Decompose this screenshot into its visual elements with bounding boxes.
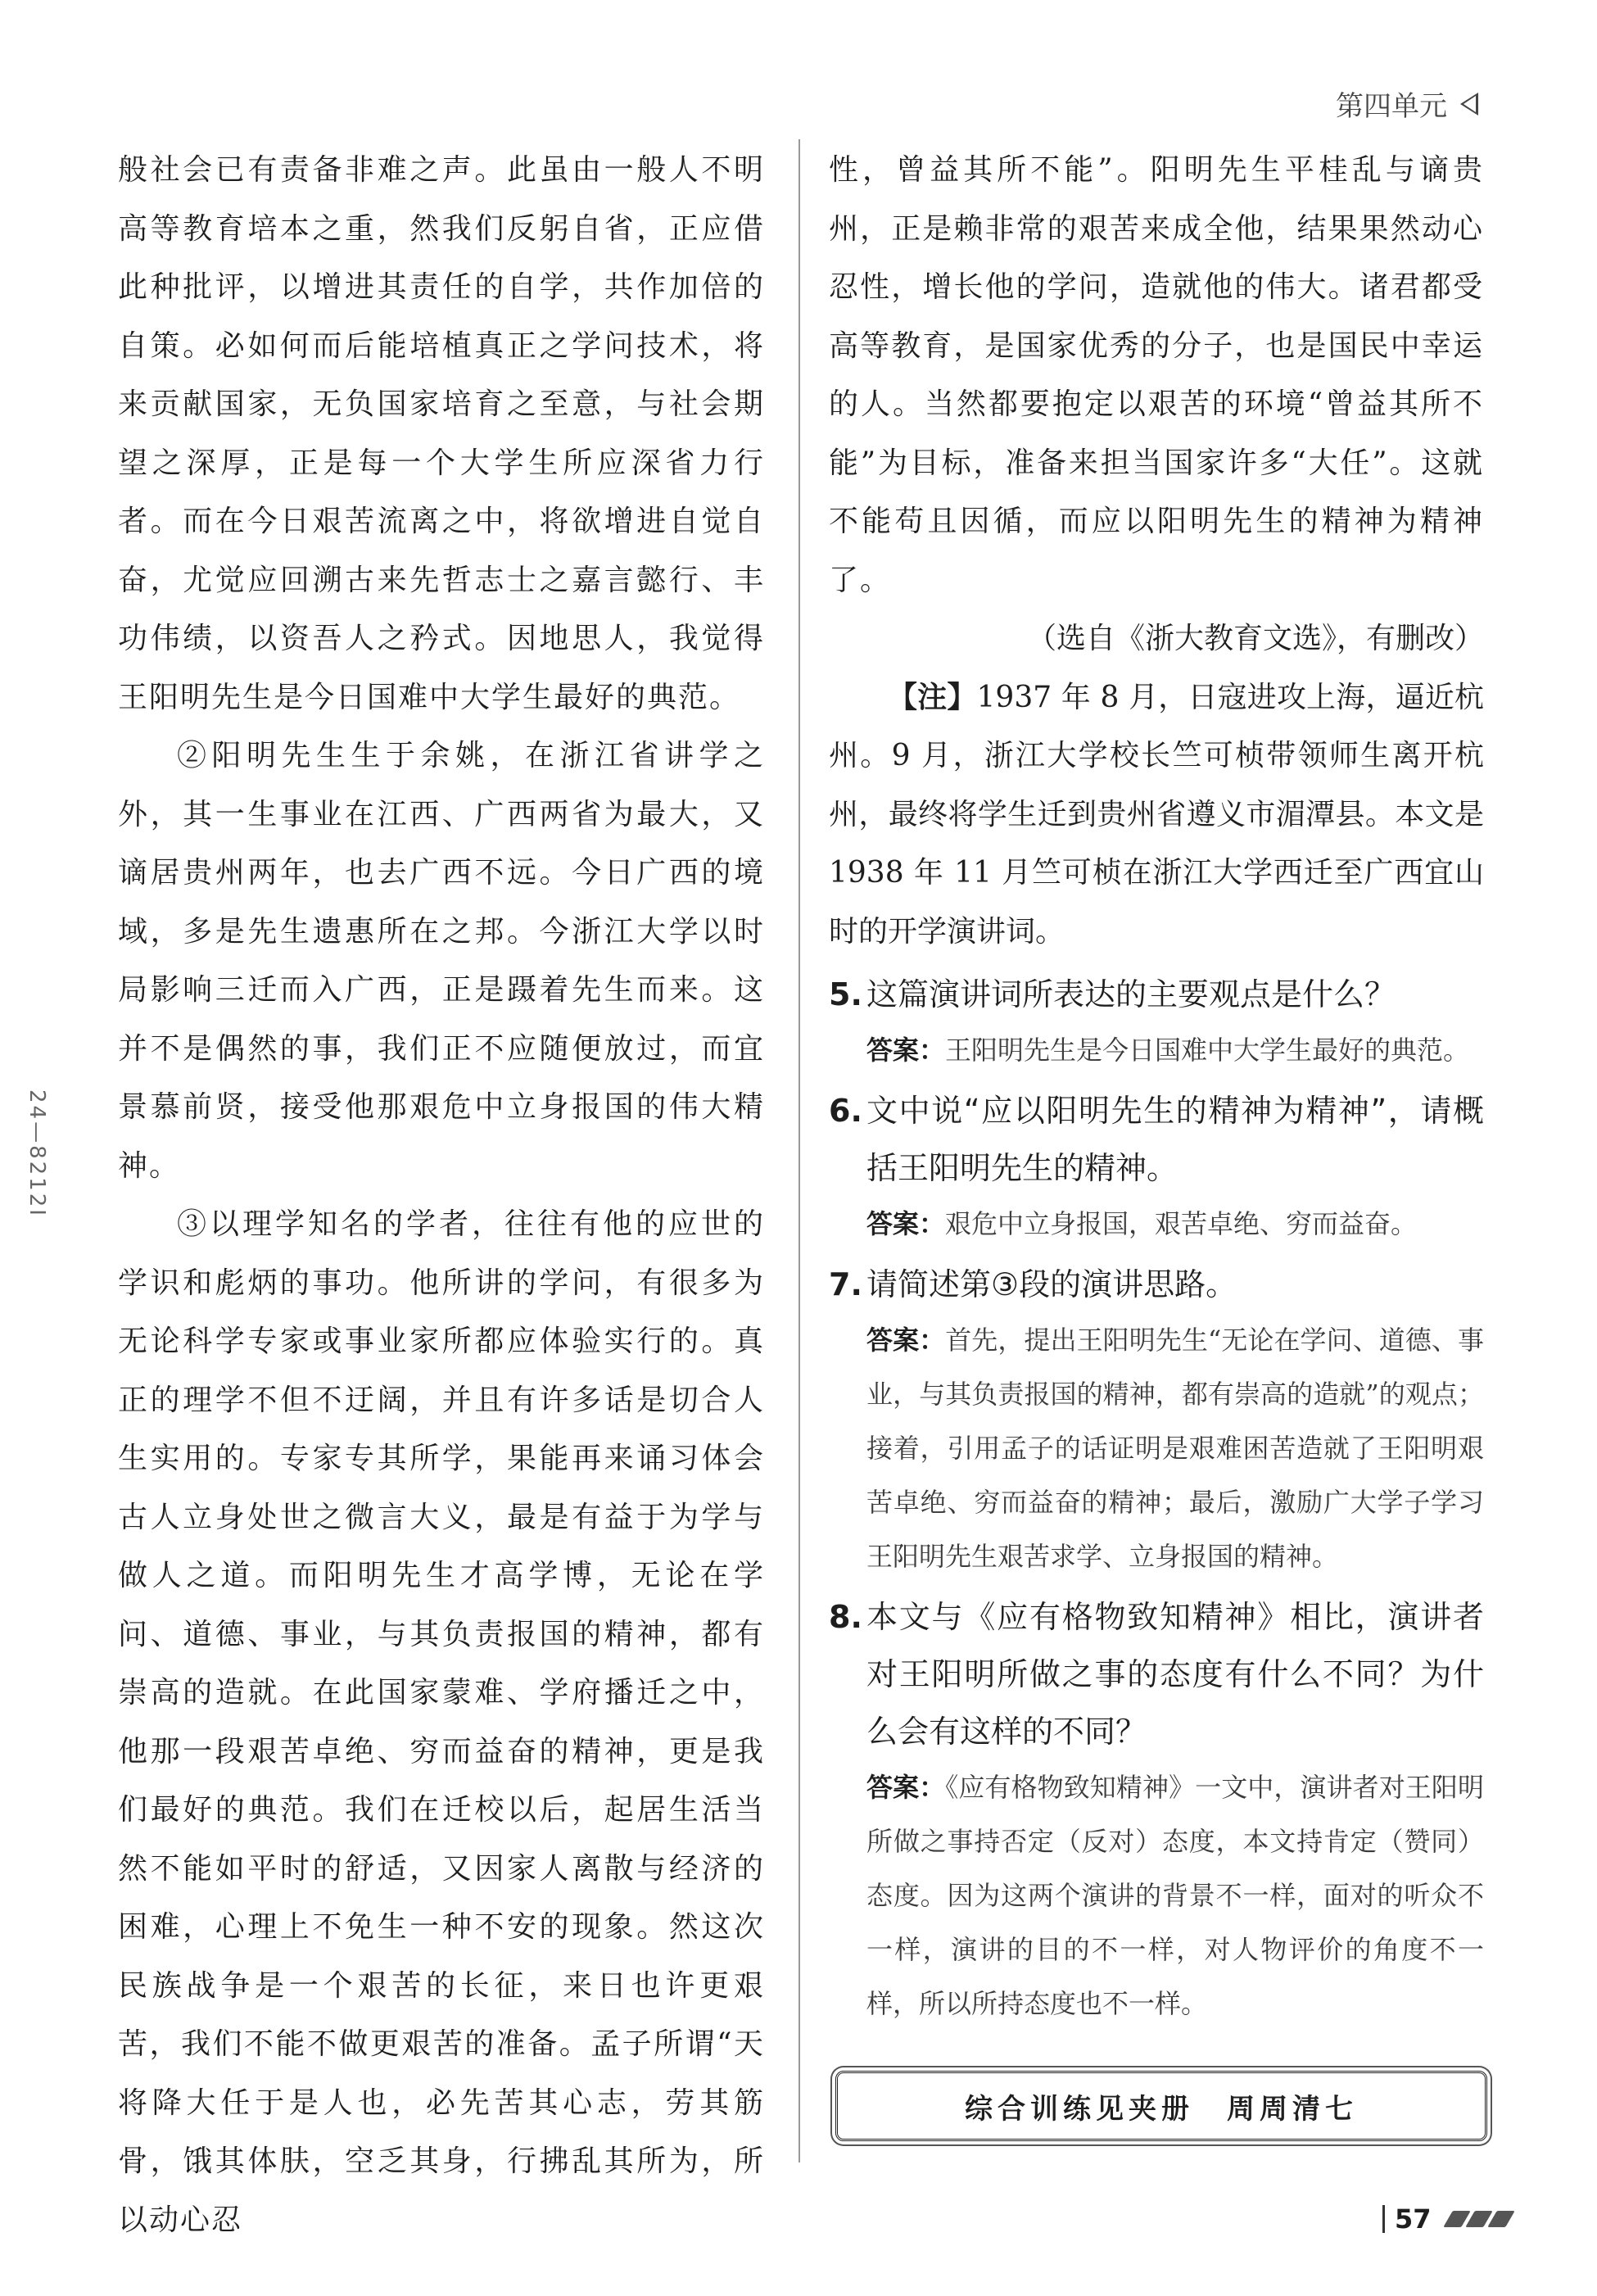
note-text: 1937 年 8 月，日寇进攻上海，逼近杭州。9 月，浙江大学校长竺可桢带领师生离开杭州，最终将学生迁到贵州省遵义市湄潭县。本文是 1938 年 11 月竺可桢在浙江大学西迁至广西宜山时的开学演讲词。 <box>829 680 1484 949</box>
page-number-area <box>1382 2203 1510 2235</box>
answer-label: 答案： <box>866 1035 946 1066</box>
question-7 <box>829 1256 1484 1313</box>
column-divider <box>798 139 800 2162</box>
stripes-icon <box>1448 2211 1510 2227</box>
paragraph-3-continued: 性，曾益其所不能”。阳明先生平桂乱与谪贵州，正是赖非常的艰苦来成全他，结果果然动心忍性，增长他的学问，造就他的伟大。诸君都受高等教育，是国家优秀的分子，也是国民中幸运的人。当然都要抱定以艰苦的环境“曾益其所不能”为目标，准备来担当国家许多“大任”。这就不能苟且因循，而应以阳明先生的精神为精神了。 <box>829 153 1484 597</box>
paragraph-1: 般社会已有责备非难之声。此虽由一般人不明高等教育培本之重，然我们反躬自省，正应借此种批评，以增进其责任的自学，共作加倍的自策。必如何而后能培植真正之学问技术，将来贡献国家，无负国家培育之至意，与社会期望之深厚，正是每一个大学生所应深省力行者。而在今日艰苦流离之中，将欲增进自觉自奋，尤觉应回溯古来先哲志士之嘉言懿行、丰功伟绩，以资吾人之矜式。因地思人，我觉得王阳明先生是今日国难中大学生最好的典范。 <box>118 153 765 714</box>
question-number: 5. <box>829 976 862 1012</box>
question-text: 本文与《应有格物致知精神》相比，演讲者对王阳明所做之事的态度有什么不同？为什么会有这样的不同？ <box>866 1599 1484 1750</box>
practice-reference-text: 综合训练见夹册 周周清七 <box>965 2092 1358 2126</box>
unit-title: 第四单元 <box>1336 90 1447 123</box>
answer-text: 《应有格物致知精神》一文中，演讲者对王阳明所做之事持否定（反对）态度，本文持肯定（赞同）态度。因为这两个演讲的背景不一样，面对的听众不一样，演讲的目的不一样，对人物评价的角度不一样，所以所持态度也不一样。 <box>866 1772 1484 2019</box>
answer-label: 答案： <box>866 1772 946 1803</box>
answer-text: 首先，提出王阳明先生“无论在学问、道德、事业，与其负责报国的精神，都有崇高的造就”的观点；接着，引用孟子的话证明是艰难困苦造就了王阳明艰苦卓绝、穷而益奋的精神；最后，激励广大学子学习王阳明先生艰苦求学、立身报国的精神。 <box>866 1325 1484 1572</box>
note <box>829 668 1484 962</box>
note-label: 【注】 <box>888 679 977 714</box>
source-citation: （选自《浙大教育文选》，有删改） <box>1026 622 1484 655</box>
answer-7 <box>866 1313 1484 1583</box>
right-column <box>829 141 1484 2034</box>
question-8 <box>829 1588 1484 1760</box>
answer-label: 答案： <box>866 1208 946 1239</box>
answer-label: 答案： <box>866 1325 946 1356</box>
practice-reference-box <box>835 2071 1487 2141</box>
page-bar <box>1382 2205 1385 2233</box>
answer-text: 王阳明先生是今日国难中大学生最好的典范。 <box>945 1035 1470 1066</box>
question-text: 请简述第③段的演讲思路。 <box>866 1266 1237 1302</box>
paragraph-3: ③以理学知名的学者，往往有他的应世的学识和彪炳的事功。他所讲的学问，有很多为无论科学专家或事业家所都应体验实行的。真正的理学不但不迂阔，并且有许多话是切合人生实用的。专家专其所学，果能再来诵习体会古人立身处世之微言大义，最是有益于为学与做人之道。而阳明先生才高学博，无论在学问、道德、事业，与其负责报国的精神，都有崇高的造就。在此国家蒙难、学府播迁之中，他那一段艰苦卓绝、穷而益奋的精神，更是我们最好的典范。我们在迁校以后，起居生活当然不能如平时的舒适，又因家人离散与经济的困难，心理上不免生一种不安的现象。然这次民族战争是一个艰苦的长征，来日也许更艰苦，我们不能不做更艰苦的准备。孟子所谓“天将降大任于是人也，必先苦其心志，劳其筋骨，饿其体肤，空乏其身，行拂乱其所为，所以动心忍 <box>118 1207 765 2237</box>
question-number: 8. <box>829 1599 862 1635</box>
page-number: 57 <box>1395 2203 1432 2235</box>
answer-text: 艰危中立身报国，艰苦卓绝、穷而益奋。 <box>945 1208 1418 1239</box>
question-text: 文中说“应以阳明先生的精神为精神”，请概括王阳明先生的精神。 <box>866 1093 1484 1186</box>
question-6 <box>829 1082 1484 1197</box>
answer-5 <box>866 1023 1484 1077</box>
unit-header <box>1336 84 1478 124</box>
question-number: 6. <box>829 1093 862 1129</box>
question-5 <box>829 966 1484 1023</box>
left-column <box>118 141 765 2249</box>
answer-6 <box>866 1197 1484 1251</box>
answer-8 <box>866 1760 1484 2031</box>
question-number: 7. <box>829 1266 862 1302</box>
side-print-code: 24—8212I <box>25 1089 49 1218</box>
question-text: 这篇演讲词所表达的主要观点是什么？ <box>866 976 1396 1012</box>
paragraph-2: ②阳明先生生于余姚，在浙江省讲学之外，其一生事业在江西、广西两省为最大，又谪居贵州两年，也去广西不远。今日广西的境域，多是先生遗惠所在之邦。今浙江大学以时局影响三迁而入广西，正是蹑着先生而来。这并不是偶然的事，我们正不应随便放过，而宜景慕前贤，接受他那艰危中立身报国的伟大精神。 <box>118 739 765 1183</box>
triangle-left-icon <box>1460 93 1478 115</box>
